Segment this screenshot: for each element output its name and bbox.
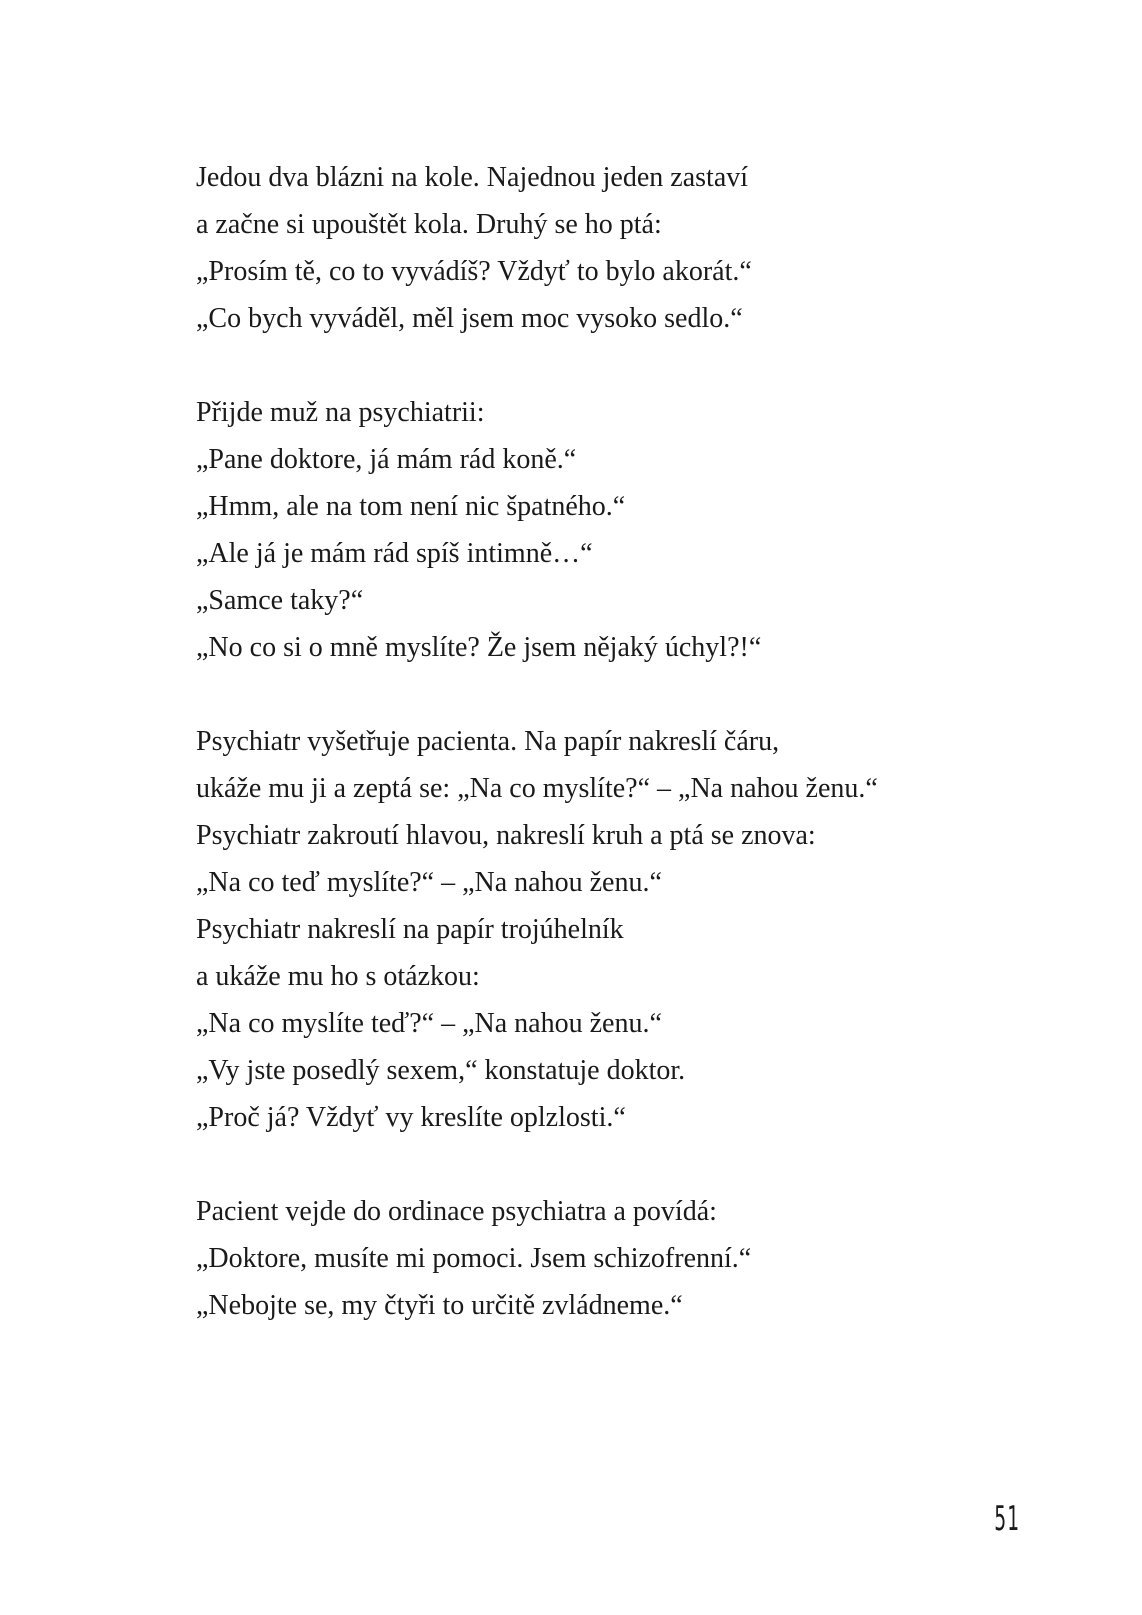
joke-paragraph-1 [196,154,1076,342]
text-line: Přijde muž na psychiatrii: [196,397,485,428]
text-line: Jedou dva blázni na kole. Najednou jeden zastaví [196,162,749,193]
text-line: „Pane doktore, já mám rád koně.“ [196,444,577,475]
text-line: ukáže mu ji a zeptá se: „Na co myslíte?“ – „Na nahou ženu.“ [196,773,878,804]
joke-paragraph-3 [196,718,1076,1141]
text-line: Psychiatr zakroutí hlavou, nakreslí kruh a ptá se znova: [196,820,816,851]
text-line: „Doktore, musíte mi pomoci. Jsem schizofrenní.“ [196,1243,752,1274]
text-line: „Proč já? Vždyť vy kreslíte oplzlosti.“ [196,1102,626,1133]
text-line: a ukáže mu ho s otázkou: [196,961,480,992]
text-line: „Co bych vyváděl, měl jsem moc vysoko sedlo.“ [196,303,743,334]
text-line: „No co si o mně myslíte? Že jsem nějaký úchyl?!“ [196,632,762,663]
text-line: „Na co myslíte teď?“ – „Na nahou ženu.“ [196,1008,662,1039]
text-line: „Na co teď myslíte?“ – „Na nahou ženu.“ [196,867,662,898]
page-number: 51 [994,1499,1020,1539]
text-line: „Samce taky?“ [196,585,364,616]
text-line: a začne si upouštět kola. Druhý se ho ptá: [196,209,662,240]
text-line: „Hmm, ale na tom není nic špatného.“ [196,491,626,522]
text-line: Pacient vejde do ordinace psychiatra a povídá: [196,1196,717,1227]
text-line: „Vy jste posedlý sexem,“ konstatuje doktor. [196,1055,686,1086]
text-line: „Ale já je mám rád spíš intimně…“ [196,538,593,569]
text-block [196,154,1076,1376]
text-line: „Nebojte se, my čtyři to určitě zvládneme.“ [196,1290,683,1321]
joke-paragraph-2 [196,389,1076,671]
text-line: „Prosím tě, co to vyvádíš? Vždyť to bylo akorát.“ [196,256,752,287]
text-line: Psychiatr vyšetřuje pacienta. Na papír nakreslí čáru, [196,726,780,757]
joke-paragraph-4 [196,1188,1076,1329]
text-line: Psychiatr nakreslí na papír trojúhelník [196,914,624,945]
